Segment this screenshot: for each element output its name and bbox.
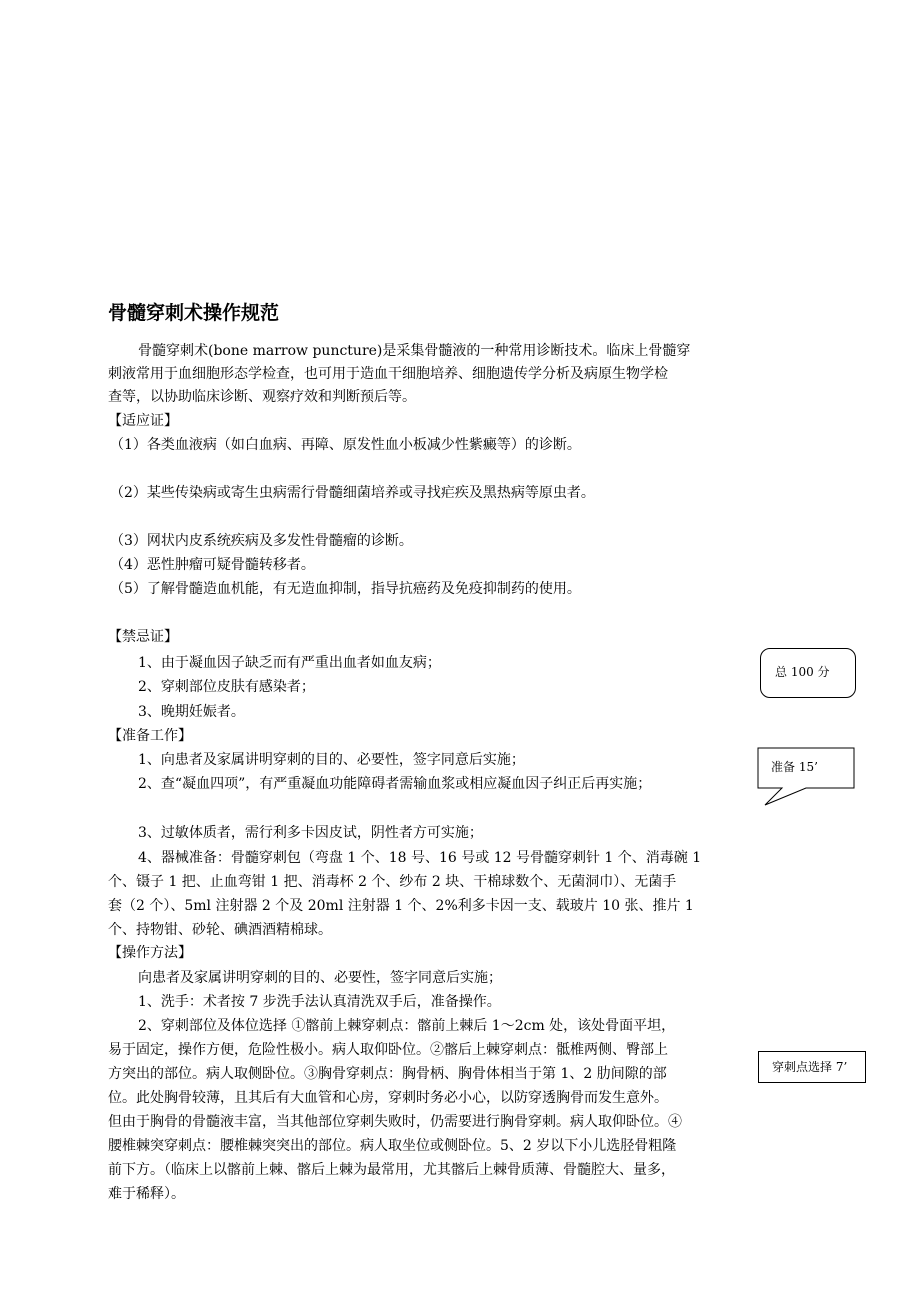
score-note-prep: 准备 15’: [771, 760, 818, 774]
score-note-site: 穿刺点选择 7’: [758, 1051, 866, 1083]
preparation-item: 个、镊子 1 把、止血弯钳 1 把、消毒杯 2 个、纱布 2 块、干棉球数个、无菌洞巾）、无菌手: [108, 874, 677, 890]
indication-item: （4）恶性肿瘤可疑骨髓转移者。: [110, 557, 315, 573]
method-item: 易于固定，操作方便，危险性极小。病人取仰卧位。②髂后上棘穿刺点：骶椎两侧、臀部上: [108, 1042, 668, 1058]
method-item: 向患者及家属讲明穿刺的目的、必要性，签字同意后实施；: [138, 970, 502, 986]
intro-line: 查等，以协助临床诊断、观察疗效和判断预后等。: [108, 389, 416, 405]
method-item: 但由于胸骨的骨髓液丰富，当其他部位穿刺失败时，仍需要进行胸骨穿刺。病人取仰卧位。④: [108, 1114, 682, 1130]
score-note-total: 总 100 分: [760, 648, 856, 698]
indication-item: （2）某些传染病或寄生虫病需行骨髓细菌培养或寻找疟疾及黑热病等原虫者。: [110, 485, 595, 501]
intro-line: 骨髓穿刺术(bone marrow puncture)是采集骨髓液的一种常用诊断技术。临床上骨髓穿: [138, 343, 691, 359]
contraindications-heading: 【禁忌证】: [108, 629, 178, 645]
indication-item: （1）各类血液病（如白血病、再障、原发性血小板减少性紫癜等）的诊断。: [110, 437, 581, 453]
method-item: 方突出的部位。病人取侧卧位。③胸骨穿刺点：胸骨柄、胸骨体相当于第 1、2 肋间隙的部: [108, 1066, 667, 1082]
method-item: 1、洗手：术者按 7 步洗手法认真清洗双手后，准备操作。: [138, 994, 501, 1010]
preparation-item: 3、过敏体质者，需行利多卡因皮试，阴性者方可实施；: [138, 825, 483, 841]
preparation-item: 套（2 个）、5ml 注射器 2 个及 20ml 注射器 1 个、2%利多卡因一支、载玻片 10 张、推片 1: [108, 898, 694, 914]
method-item: 位。此处胸骨较薄，且其后有大血管和心房，穿刺时务必小心，以防穿透胸骨而发生意外。: [108, 1090, 668, 1106]
indications-heading: 【适应证】: [108, 413, 178, 429]
method-item: 2、穿刺部位及体位选择 ①髂前上棘穿刺点：髂前上棘后 1～2cm 处，该处骨面平坦，: [138, 1018, 676, 1034]
preparation-item: 个、持物钳、砂轮、碘酒酒精棉球。: [108, 922, 332, 938]
method-item: 难于稀释）。: [108, 1186, 185, 1202]
preparation-heading: 【准备工作】: [108, 728, 192, 744]
contraindication-item: 1、由于凝血因子缺乏而有严重出血者如血友病；: [138, 655, 441, 671]
preparation-item: 2、查“凝血四项”，有严重凝血功能障碍者需输血浆或相应凝血因子纠正后再实施；: [138, 776, 652, 792]
preparation-item: 1、向患者及家属讲明穿刺的目的、必要性，签字同意后实施；: [138, 752, 525, 768]
method-heading: 【操作方法】: [108, 945, 192, 961]
indication-item: （3）网状内皮系统疾病及多发性骨髓瘤的诊断。: [110, 533, 413, 549]
document-title: 骨髓穿刺术操作规范: [108, 302, 280, 324]
contraindication-item: 3、晚期妊娠者。: [138, 704, 245, 720]
contraindication-item: 2、穿刺部位皮肤有感染者；: [138, 679, 315, 695]
method-item: 腰椎棘突穿刺点：腰椎棘突突出的部位。病人取坐位或侧卧位。5、2 岁以下小儿选胫骨粗隆: [108, 1138, 677, 1154]
method-item: 前下方。（临床上以髂前上棘、髂后上棘为最常用，尤其髂后上棘骨质薄、骨髓腔大、量多，: [108, 1162, 675, 1178]
intro-line: 刺液常用于血细胞形态学检查，也可用于造血干细胞培养、细胞遗传学分析及病原生物学检: [108, 366, 668, 382]
preparation-item: 4、器械准备：骨髓穿刺包（弯盘 1 个、18 号、16 号或 12 号骨髓穿刺针 1 个、消毒碗 1: [138, 850, 702, 866]
indication-item: （5）了解骨髓造血机能，有无造血抑制，指导抗癌药及免疫抑制药的使用。: [110, 581, 581, 597]
